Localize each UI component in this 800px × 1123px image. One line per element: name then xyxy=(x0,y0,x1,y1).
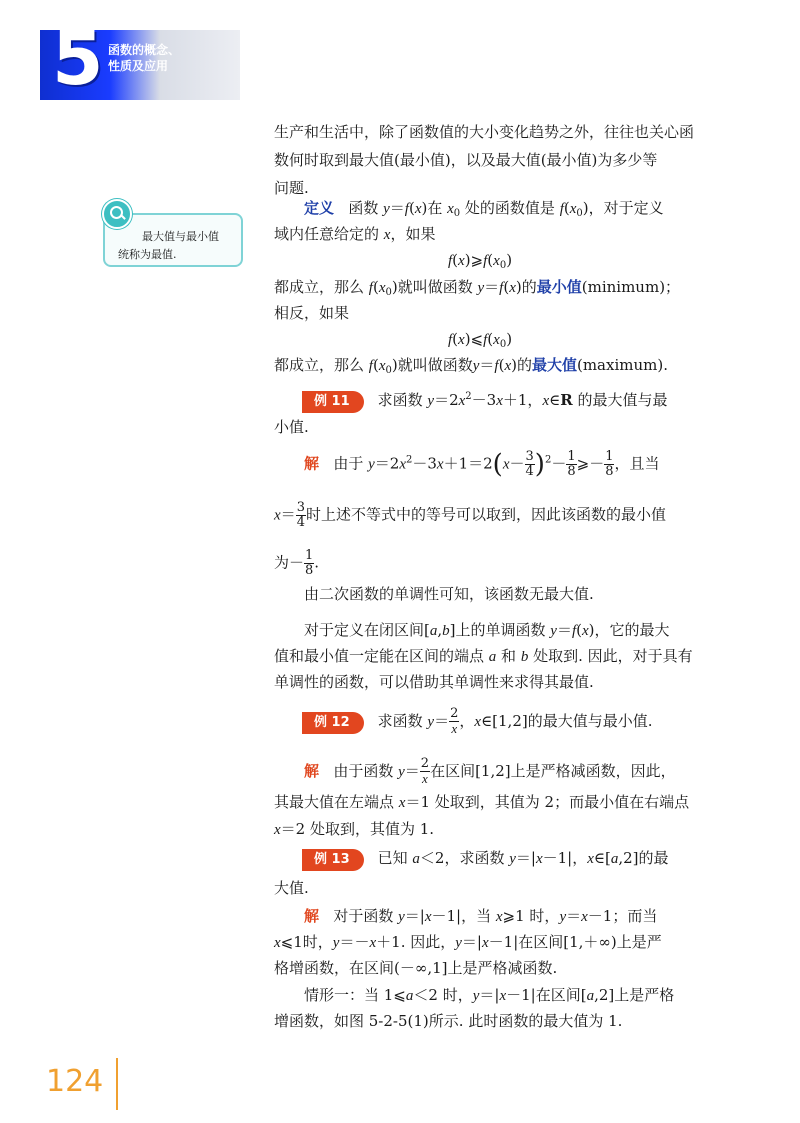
paragraph-closed-line1: 对于定义在闭区间[a,b]上的单调函数 y＝f(x)，它的最大 xyxy=(304,621,670,639)
chapter-title-line2: 性质及应用 xyxy=(108,59,169,73)
example-11-line1: 例 11 求函数 $y=2x^2-3x+1$，x∈R 的最大值与最 xyxy=(302,387,667,413)
example-11-line2: 小值. xyxy=(274,418,309,436)
definition-line2: 域内任意给定的 x，如果 xyxy=(274,225,436,243)
min-term: 最小值 xyxy=(536,278,582,296)
solution-13-line2: x⩽1时，y＝－x＋1. 因此，y＝|x－1|在区间[1,＋∞)上是严 xyxy=(274,933,662,951)
example-11-badge: 例 11 xyxy=(302,391,364,413)
paragraph-closed-line2: 值和最小值一定能在区间的端点 a 和 b 处取到. 因此，对于具有 xyxy=(274,647,693,665)
solution-13-line3: 格增函数，在区间(－∞,1]上是严格减函数. xyxy=(274,959,558,977)
solution-label-12: 解 xyxy=(304,762,320,780)
paragraph-no-max: 由二次函数的单调性可知，该函数无最大值. xyxy=(304,585,594,603)
solution-11-line1: 解 由于 $y=2x^2-3x+1=2(x-$ $\frac{3}{4}$ )$^2$－ $\frac{1}{8}$ ⩾－ $\frac{1}{8}$ ，且当 xyxy=(304,449,660,480)
closed-text-a: 对于定义在闭区间 xyxy=(304,621,425,639)
solution-label-11: 解 xyxy=(304,454,320,473)
example-12-badge: 例 12 xyxy=(302,712,364,734)
page-number-divider xyxy=(116,1058,118,1110)
solution-11-line3: 为－ $\frac{1}{8}$ . xyxy=(274,548,320,578)
example-13-badge: 例 13 xyxy=(302,849,364,871)
definition-label: 定义 xyxy=(304,199,335,217)
paragraph-closed-line3: 单调性的函数，可以借助其单调性来求得其最值. xyxy=(274,673,594,691)
paragraph-intro-line1: 生产和生活中，除了函数值的大小变化趋势之外，往往也关心函 xyxy=(274,123,695,141)
chapter-title xyxy=(108,42,218,74)
solution-12-line2: 其最大值在左端点 x＝1 处取到，其值为 2；而最小值在右端点 xyxy=(274,793,690,811)
formula-ge: $f(x)⩾f(x_0)$ xyxy=(448,251,513,271)
solution-11-line2: x＝ $\frac{3}{4}$ 时上述不等式中的等号可以取到，因此该函数的最小值 xyxy=(274,500,666,530)
definition-line1: 定义 函数 y＝f(x)在 $x_0$ 处的函数值是 $f(x_0)$，对于定义 xyxy=(304,199,664,219)
page-number: 124 xyxy=(46,1064,104,1099)
paragraph-intro-line2: 数何时取到最大值(最小值)，以及最大值(最小值)为多少等 xyxy=(274,151,658,169)
solution-label-13: 解 xyxy=(304,907,320,925)
case1-line2: 增函数，如图 5-2-5(1)所示. 此时函数的最大值为 1. xyxy=(274,1012,623,1030)
max-term: 最大值 xyxy=(531,356,577,374)
chapter-number: 5 xyxy=(52,16,104,102)
sidebar-note-text xyxy=(118,228,238,264)
definition-line-reverse: 相反，如果 xyxy=(274,304,350,322)
magnifier-icon xyxy=(102,199,132,229)
example-13-line2: 大值. xyxy=(274,879,309,897)
solution-13-line1: 解 对于函数 y＝|x－1|，当 x⩾1 时，y＝x－1；而当 xyxy=(304,907,658,925)
sidebar-note-line1: 最大值与最小值 xyxy=(142,230,219,243)
paragraph-intro-line3: 问题. xyxy=(274,179,309,197)
solution-12-line1: 解 由于函数 y＝ $\frac{2}{x}$ 在区间[1,2]上是严格减函数，因此， xyxy=(304,756,676,786)
chapter-title-line1: 函数的概念、 xyxy=(108,43,181,57)
definition-min-line: 都成立，那么 $f(x_0)$就叫做函数 y＝f(x)的最小值(minimum)； xyxy=(274,278,681,298)
definition-max-line: 都成立，那么 $f(x_0)$就叫做函数y＝f(x)的最大值(maximum). xyxy=(274,356,668,376)
example-12-line1: 例 12 求函数 y＝ $\frac{2}{x}$ ，x∈[1,2]的最大值与最小值. xyxy=(302,707,653,737)
example-13-line1: 例 13 已知 a＜2，求函数 y＝|x－1|，x∈[a,2]的最 xyxy=(302,848,669,871)
solution-12-line3: x＝2 处取到，其值为 1. xyxy=(274,820,435,838)
case1-line1: 情形一：当 1⩽a＜2 时，y＝|x－1|在区间[a,2]上是严格 xyxy=(304,986,675,1004)
sidebar-note-line2: 统称为最值. xyxy=(118,248,177,261)
formula-le: $f(x)⩽f(x_0)$ xyxy=(448,330,513,350)
